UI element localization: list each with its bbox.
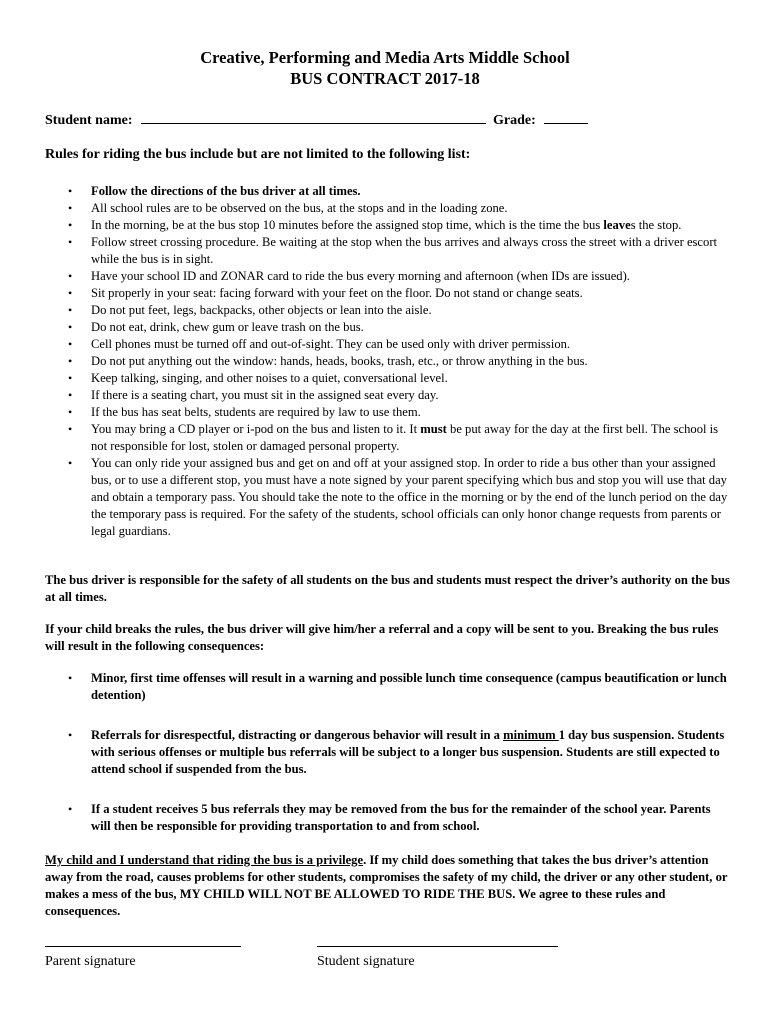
bullet-icon: • <box>68 184 73 198</box>
consequence-text: Referrals for disrespectful, distracting or dangerous behavior will result in a <box>91 728 504 742</box>
consequence-item <box>68 727 731 778</box>
rule-item <box>68 370 731 387</box>
student-signature-line[interactable] <box>317 946 558 947</box>
agreement-paragraph <box>45 852 735 920</box>
bullet-icon: • <box>68 320 73 334</box>
rule-text: Have your school ID and ZONAR card to ride the bus every morning and afternoon (when IDs are issued). <box>91 269 630 283</box>
rule-emphasis: must <box>420 422 447 436</box>
rule-emphasis: leave <box>603 218 631 232</box>
consequence-text: Minor, first time offenses will result in a warning and possible lunch time consequence (campus beautification or lunch detention) <box>91 671 727 702</box>
bullet-icon: • <box>68 456 73 470</box>
rule-item <box>68 234 731 268</box>
driver-responsibility-paragraph: The bus driver is responsible for the safety of all students on the bus and students must respect the driver’s authority on the bus at all times. <box>45 573 730 604</box>
bullet-icon: • <box>68 303 73 317</box>
rule-text: Follow street crossing procedure. Be waiting at the stop when the bus arrives and always cross the street with a driver escort while the bus is in sight. <box>91 235 718 266</box>
school-name: Creative, Performing and Media Arts Middle School <box>200 48 570 67</box>
parent-signature-label: Parent signature <box>45 954 136 969</box>
rule-item <box>68 319 731 336</box>
consequence-text: If a student receives 5 bus referrals they may be removed from the bus for the remainder of the school year. Parents will then be responsible for providing transportation to and from school. <box>91 802 711 833</box>
rule-text: If there is a seating chart, you must sit in the assigned seat every day. <box>91 388 439 402</box>
rule-text: Follow the directions of the bus driver at all times. <box>91 184 361 198</box>
rule-item <box>68 200 731 217</box>
agreement-underlined-lead: My child and I understand that riding the bus is a privilege <box>45 853 364 867</box>
bullet-icon: • <box>68 671 73 685</box>
rule-text-cont: s the stop. <box>630 218 682 232</box>
bullet-icon: • <box>68 371 73 385</box>
rule-item <box>68 183 731 200</box>
rule-item <box>68 387 731 404</box>
bullet-icon: • <box>68 235 73 249</box>
referral-paragraph: If your child breaks the rules, the bus driver will give him/her a referral and a copy will be sent to you. Breaking the bus rules will result in the following consequences: <box>45 622 719 653</box>
bullet-icon: • <box>68 422 73 436</box>
student-name-blank[interactable] <box>141 111 486 124</box>
rule-item <box>68 353 731 370</box>
consequence-item <box>68 801 731 835</box>
grade-blank[interactable] <box>544 111 588 124</box>
rule-item <box>68 455 731 540</box>
student-info-line <box>45 111 588 130</box>
bullet-icon: • <box>68 218 73 232</box>
grade-label: Grade: <box>493 113 536 128</box>
bullet-icon: • <box>68 728 73 742</box>
rule-item <box>68 404 731 421</box>
consequences-list <box>68 670 731 858</box>
rule-text: Do not eat, drink, chew gum or leave trash on the bus. <box>91 320 364 334</box>
rule-item <box>68 285 731 302</box>
consequence-text-cont: 1 day bus suspension. Students with serious offenses or multiple bus referrals will be subject to a longer bus suspension. Students are still expected to attend school if suspended from the bus. <box>91 728 725 776</box>
consequence-underlined: minimum <box>503 728 559 742</box>
rule-item <box>68 268 731 285</box>
rule-text: You may bring a CD player or i-pod on the bus and listen to it. It <box>91 422 421 436</box>
rule-text: Sit properly in your seat: facing forward with your feet on the floor. Do not stand or change seats. <box>91 286 583 300</box>
rule-item <box>68 421 731 455</box>
bullet-icon: • <box>68 337 73 351</box>
rule-text: Do not put anything out the window: hands, heads, books, trash, etc., or throw anything in the bus. <box>91 354 588 368</box>
rule-item <box>68 336 731 353</box>
agreement-text: . If my child does something that takes the bus driver’s attention away from the road, causes problems for other students, compromises the safety of my child, the driver or any other student, or makes a mess of the bus, MY CHILD WILL NOT BE ALLOWED TO RIDE THE BUS. We agree to these rules and consequences. <box>45 853 728 918</box>
rule-text: If the bus has seat belts, students are required by law to use them. <box>91 405 421 419</box>
rule-text-cont: be put away for the day at the first bell. The school is not responsible for lost, stolen or damaged personal property. <box>91 422 719 453</box>
bullet-icon: • <box>68 802 73 816</box>
rule-text: In the morning, be at the bus stop 10 minutes before the assigned stop time, which is the time the bus <box>91 218 604 232</box>
rules-heading: Rules for riding the bus include but are not limited to the following list: <box>45 147 471 162</box>
rule-text: Cell phones must be turned off and out-of-sight. They can be used only with driver permission. <box>91 337 571 351</box>
student-signature-label: Student signature <box>317 954 415 969</box>
rule-item <box>68 217 731 234</box>
rule-text: Keep talking, singing, and other noises to a quiet, conversational level. <box>91 371 448 385</box>
bullet-icon: • <box>68 201 73 215</box>
bullet-icon: • <box>68 354 73 368</box>
consequence-item <box>68 670 731 704</box>
rule-text: You can only ride your assigned bus and get on and off at your assigned stop. In order to ride a bus other than your assigned bus, or to use a different stop, you must have a note signed by your parent specifying which bus and stop you will use that day and obtain a temporary pass. You should take the note to the office in the morning or by the end of the lunch period on the day the temporary pass is required. For the safety of the students, school officials can only honor change requests from parents or legal guardians. <box>91 456 728 538</box>
rule-item <box>68 302 731 319</box>
student-name-label: Student name: <box>45 113 133 128</box>
bullet-icon: • <box>68 405 73 419</box>
rule-text: Do not put feet, legs, backpacks, other objects or lean into the aisle. <box>91 303 432 317</box>
contract-title: BUS CONTRACT 2017-18 <box>290 69 480 88</box>
parent-signature-line[interactable] <box>45 946 241 947</box>
bullet-icon: • <box>68 269 73 283</box>
rule-text: All school rules are to be observed on the bus, at the stops and in the loading zone. <box>91 201 508 215</box>
bullet-icon: • <box>68 286 73 300</box>
rules-list <box>68 183 731 540</box>
bullet-icon: • <box>68 388 73 402</box>
